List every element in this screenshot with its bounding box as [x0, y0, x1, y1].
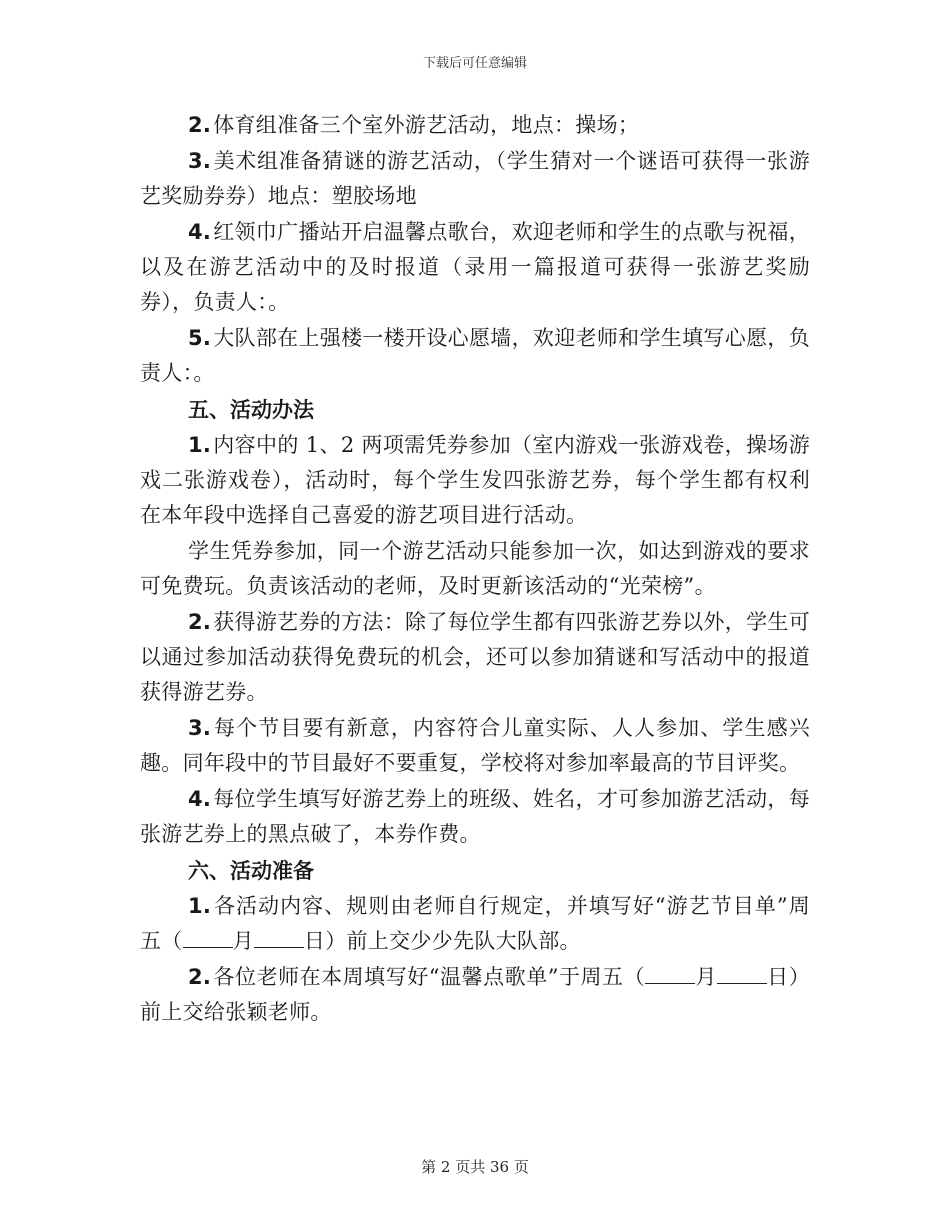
list-item: [140, 782, 810, 852]
item-text: 日）前上交少少先队大队部。: [303, 929, 581, 953]
item-text: 日）前上交给张颖老师。: [140, 965, 810, 1024]
blank-field: [183, 927, 233, 948]
item-text: 体育组准备三个室外游艺活动，地点：操场；: [213, 113, 640, 137]
blank-field: [254, 927, 304, 948]
section-heading: 六、活动准备: [188, 858, 314, 883]
item-number: 5.: [188, 326, 212, 350]
item-text: 红领巾广播站开启温馨点歌台，欢迎老师和学生的点歌与祝福，以及在游艺活动中的及时报道（录用一篇报道可获得一张游艺奖励券），负责人：。: [140, 220, 810, 314]
paragraph: [140, 534, 810, 604]
list-item: [140, 605, 810, 710]
month-label: 月: [695, 965, 717, 989]
page-footer: 第 2 页共 36 页: [421, 1158, 529, 1176]
blank-field: [717, 963, 767, 984]
item-number: 4.: [188, 787, 212, 811]
list-item: [140, 108, 810, 143]
list-item: [140, 321, 810, 391]
item-number: 2.: [188, 113, 212, 137]
section-heading: 五、活动办法: [188, 397, 314, 422]
item-text: 美术组准备猜谜的游艺活动，（学生猜对一个谜语可获得一张游艺奖励券券）地点：塑胶场地: [140, 149, 810, 208]
month-label: 月: [232, 929, 254, 953]
blank-field: [645, 963, 695, 984]
item-text: 每个节目要有新意，内容符合儿童实际、人人参加、学生感兴趣。同年段中的节目最好不要重复，学校将对参加率最高的节目评奖。: [140, 716, 810, 775]
item-text: 各活动内容、规则由老师自行规定，并填写好“游艺节目单”周五（: [140, 894, 810, 953]
list-item: [140, 960, 810, 1030]
list-item: [140, 144, 810, 214]
item-text: 学生凭券参加，同一个游艺活动只能参加一次，如达到游戏的要求可免费玩。负责该活动的老师，及时更新该活动的“光荣榜”。: [140, 539, 810, 598]
item-number: 1.: [188, 433, 212, 457]
list-item: [140, 428, 810, 533]
list-item: [140, 215, 810, 320]
item-number: 2.: [188, 965, 212, 989]
item-number: 3.: [188, 716, 212, 740]
item-number: 1.: [188, 894, 212, 918]
page-header: 下载后可任意编辑: [422, 56, 527, 71]
list-item: [140, 889, 810, 959]
item-text: 获得游艺券的方法：除了每位学生都有四张游艺券以外，学生可以通过参加活动获得免费玩的机会，还可以参加猜谜和写活动中的报道获得游艺券。: [140, 610, 810, 704]
item-number: 3.: [188, 149, 212, 173]
item-number: 4.: [188, 220, 212, 244]
item-text: 内容中的 1、2 两项需凭券参加（室内游戏一张游戏卷，操场游戏二张游戏卷），活动时，每个学生发四张游艺券，每个学生都有权利在本年段中选择自己喜爱的游艺项目进行活动。: [140, 433, 810, 527]
item-text: 各位老师在本周填写好“温馨点歌单”于周五（: [213, 965, 646, 989]
item-text: 大队部在上强楼一楼开设心愿墙，欢迎老师和学生填写心愿，负责人：。: [140, 326, 810, 385]
document-body: [140, 108, 810, 1031]
list-item: [140, 711, 810, 781]
item-text: 每位学生填写好游艺券上的班级、姓名，才可参加游艺活动，每张游艺券上的黑点破了，本券作费。: [140, 787, 810, 846]
item-number: 2.: [188, 610, 212, 634]
